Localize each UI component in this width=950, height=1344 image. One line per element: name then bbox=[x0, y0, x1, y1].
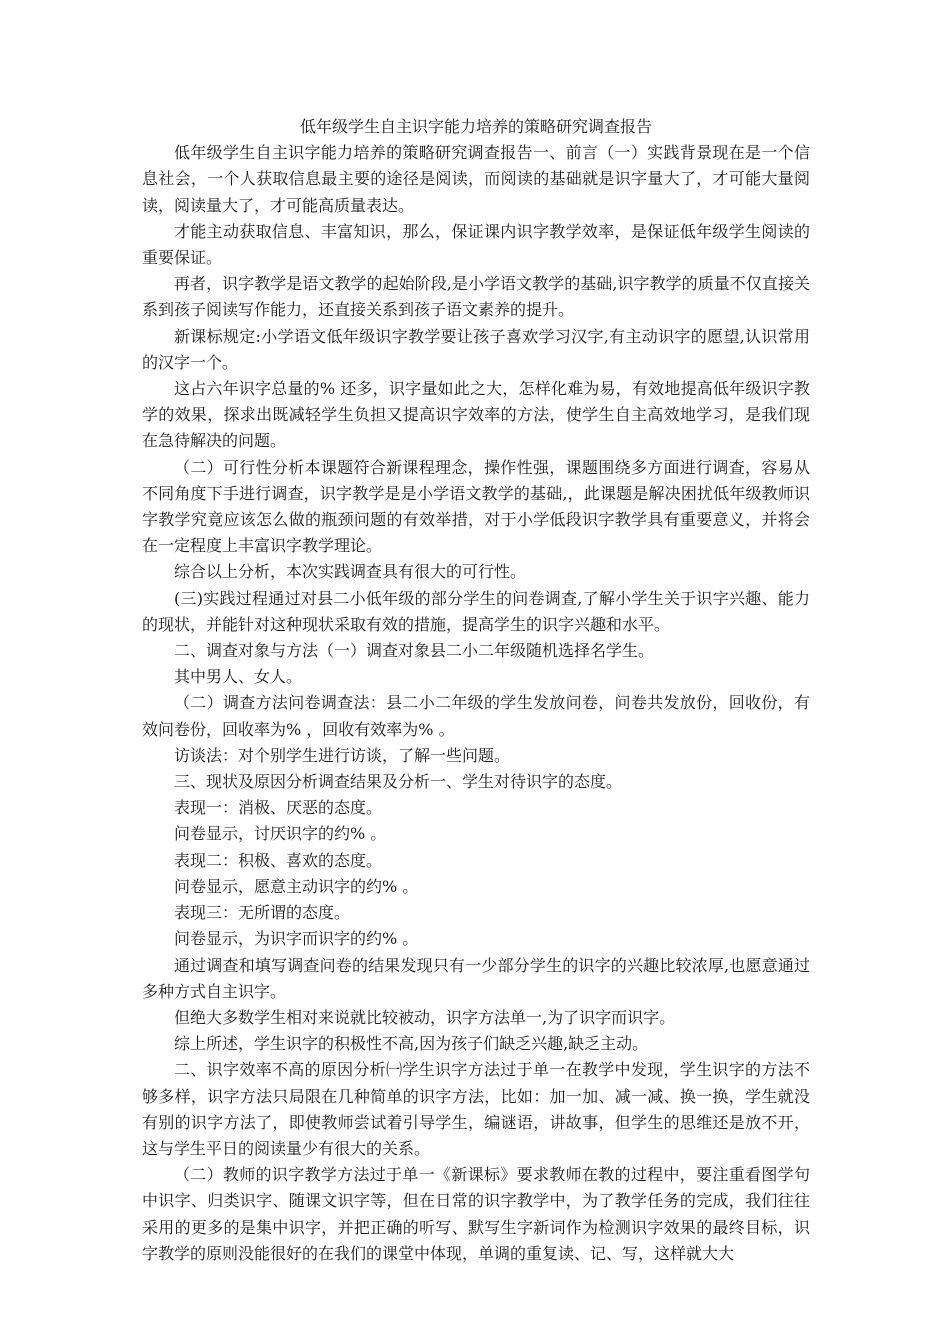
paragraph-19: 问卷显示，为识字而识字的约% 。 bbox=[174, 929, 419, 949]
document-title: 低年级学生自主识字能力培养的策略研究调查报告 bbox=[299, 117, 652, 136]
paragraph-17: 问卷显示，愿意主动识字的约% 。 bbox=[174, 876, 419, 896]
paragraph-21: 但绝大多数学生相对来说就比较被动，识字方法单一,为了识字而识字。 bbox=[174, 1007, 676, 1027]
paragraph-23: 二、识字效率不高的原因分析㈠学生识字方法过于单一在教学中发现，学生识字的方法不够多样，识字方法只局限在几种简单的识字方法，比如：加一加、减一减、换一换，学生就没有别的识字方法了，即使教师尝试着引导学生，编谜语，讲故事，但学生的思维还是放不开，这与学生平日的阅读量少有很大的关系。 bbox=[142, 1060, 810, 1158]
paragraph-4: 新课标规定:小学语文低年级识字教学要让孩子喜欢学习汉字,有主动识字的愿望,认识常用的汉字一个。 bbox=[142, 326, 810, 372]
paragraph-15: 问卷显示，讨厌识字的约% 。 bbox=[174, 824, 387, 844]
paragraph-7: 综合以上分析，本次实践调查具有很大的可行性。 bbox=[174, 562, 527, 582]
paragraph-11: （二）调查方法问卷调查法：县二小二年级的学生发放问卷，问卷共发放份，回收份，有效问卷份，回收率为% ，回收有效率为% 。 bbox=[142, 693, 810, 739]
paragraph-3: 再者，识字教学是语文教学的起始阶段,是小学语文教学的基础,识字教学的质量不仅直接关系到孩子阅读写作能力，还直接关系到孩子语文素养的提升。 bbox=[142, 274, 810, 320]
paragraph-2: 才能主动获取信息、丰富知识，那么，保证课内识字教学效率，是保证低年级学生阅读的重要保证。 bbox=[142, 221, 810, 268]
paragraph-14: 表现一：消极、厌恶的态度。 bbox=[174, 798, 383, 818]
document-body bbox=[142, 114, 810, 1267]
paragraph-5: 这占六年识字总量的% 还多，识字量如此之大，怎样化难为易，有效地提高低年级识字教学的效果，探求出既减轻学生负担又提高识字效率的方法，使学生自主高效地学习，是我们现在急待解决的问题。 bbox=[142, 379, 810, 451]
paragraph-22: 综上所述，学生识字的积极性不高,因为孩子们缺乏兴趣,缺乏主动。 bbox=[174, 1034, 649, 1054]
paragraph-18: 表现三：无所谓的态度。 bbox=[174, 903, 351, 923]
paragraph-13: 三、现状及原因分析调查结果及分析一、学生对待识字的态度。 bbox=[174, 772, 623, 792]
paragraph-12: 访谈法：对个别学生进行访谈，了解一些问题。 bbox=[174, 745, 511, 765]
paragraph-20: 通过调查和填写调查问卷的结果发现只有一少部分学生的识字的兴趣比较浓厚,也愿意通过多种方式自主识字。 bbox=[142, 955, 810, 1001]
paragraph-10: 其中男人、女人。 bbox=[174, 667, 303, 687]
paragraph-24: （二）教师的识字教学方法过于单一《新课标》要求教师在教的过程中，要注重看图学句中识字、归类识字、随课文识字等，但在日常的识字教学中，为了教学任务的完成，我们往往采用的更多的是集中识字，并把正确的听写、默写生字新词作为检测识字效果的最终目标，识字教学的原则没能很好的在我们的课堂中体现，单调的重复读、记、写，这样就大大 bbox=[142, 1165, 810, 1263]
paragraph-1: 低年级学生自主识字能力培养的策略研究调查报告一、前言（一）实践背景现在是一个信息社会，一个人获取信息最主要的途径是阅读，而阅读的基础就是识字量大了，才可能大量阅读，阅读量大了，才可能高质量表达。 bbox=[142, 143, 810, 215]
paragraph-9: 二、调查对象与方法（一）调查对象县二小二年级随机选择名学生。 bbox=[174, 641, 655, 661]
paragraph-16: 表现二：积极、喜欢的态度。 bbox=[174, 850, 383, 870]
paragraph-8: (三)实践过程通过对县二小低年级的部分学生的问卷调查,了解小学生关于识字兴趣、能力的现状，并能针对这种现状采取有效的措施，提高学生的识字兴趣和水平。 bbox=[142, 588, 810, 634]
paragraph-6: （二）可行性分析本课题符合新课程理念，操作性强，课题围绕多方面进行调查，容易从不同角度下手进行调查，识字教学是是小学语文教学的基础,，此课题是解决困扰低年级教师识字教学究竟应该怎么做的瓶颈问题的有效举措，对于小学低段识字教学具有重要意义，并将会在一定程度上丰富识字教学理论。 bbox=[142, 457, 810, 556]
